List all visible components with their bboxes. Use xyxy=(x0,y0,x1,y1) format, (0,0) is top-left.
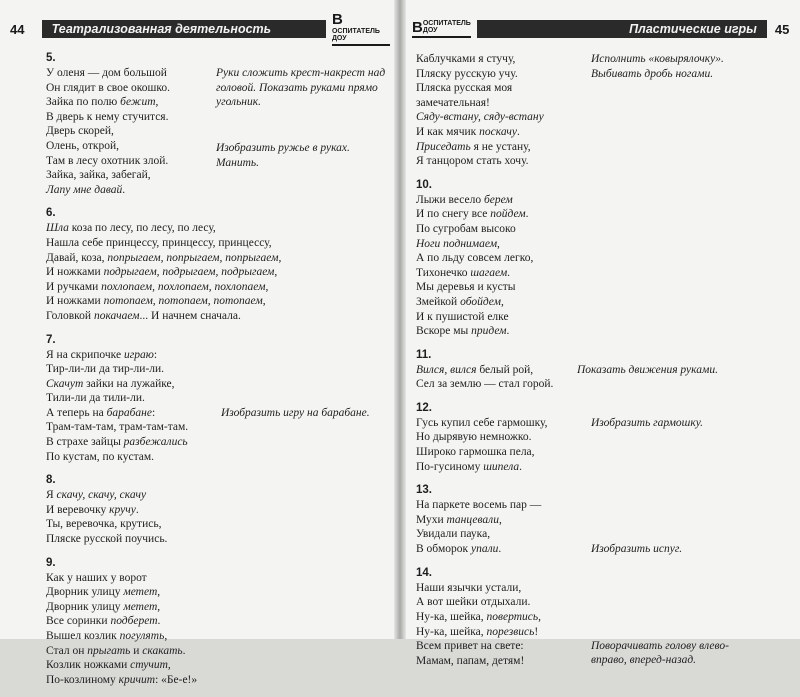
verse-line xyxy=(46,488,391,503)
verse-text: Все соринки xyxy=(46,615,111,628)
verse-line xyxy=(46,420,221,435)
verse-text: . xyxy=(517,125,520,138)
verse-line xyxy=(416,625,581,640)
verse-action-word: порезвись xyxy=(486,625,535,638)
verse-text: Наши язычки устали, xyxy=(416,581,522,594)
stage-direction: Исполнить «ковырялочку». Выбивать дробь ногами. xyxy=(591,53,724,80)
verse-action-word: шипела xyxy=(483,460,520,473)
exercise-number: 5. xyxy=(46,52,56,64)
left-page-header xyxy=(10,11,390,42)
verse-line xyxy=(46,280,391,295)
verse-text: У оленя — дом большой xyxy=(46,67,167,79)
verse-line xyxy=(46,168,216,183)
verse-text: Мы деревья и кусты xyxy=(416,281,516,294)
verse-line xyxy=(46,585,391,600)
verse-line xyxy=(416,581,581,596)
verse-text: Дворник улицу xyxy=(46,586,124,599)
verse-text: Дверь скорей, xyxy=(46,125,114,138)
verse-line xyxy=(46,435,221,450)
verse-action-word: повертись xyxy=(486,611,539,624)
verse-text: , xyxy=(500,295,504,308)
verse-text: , xyxy=(265,280,269,293)
verse-text: Сел за землю — стал горой. xyxy=(416,378,554,391)
verse-text: Мухи xyxy=(416,513,447,526)
exercise-number: 11. xyxy=(416,348,432,361)
verse-text: И к пушистой елке xyxy=(416,310,509,323)
verse-line xyxy=(416,125,581,140)
verse-action-word: обойдем xyxy=(460,295,501,308)
verse-text: , xyxy=(164,630,168,642)
verse-action-word: играю xyxy=(123,348,154,361)
verse-line xyxy=(46,673,391,688)
verse-text: Я танцором стать хочу. xyxy=(416,155,529,168)
verse-text: , xyxy=(157,586,161,599)
verse xyxy=(416,498,581,557)
verse-text: : xyxy=(153,348,158,361)
verse-line xyxy=(46,629,391,644)
verse-action-word: Ноги поднимаем xyxy=(416,237,498,250)
verse-text: . xyxy=(507,266,511,279)
verse-action-word: шагаем xyxy=(470,266,508,279)
verse-text: Дворник улицу xyxy=(46,600,124,613)
verse-text: Он глядит в свое окошко. xyxy=(46,81,171,94)
verse-text: . xyxy=(506,325,510,338)
verse-action-word: скакать xyxy=(142,644,183,657)
verse-text: По кустам, по кустам. xyxy=(46,450,154,463)
verse-line xyxy=(46,309,391,324)
verse-text: Зайка, зайка, забегай, xyxy=(46,169,151,182)
verse-action-word: похлопаем, похлопаем, похлопаем xyxy=(101,280,266,293)
verse-text: И ручками xyxy=(46,280,102,293)
verse-text: . xyxy=(135,503,139,516)
verse-action-word: Скачут xyxy=(46,377,84,390)
verse-action-word: скачу, скачу, скачу xyxy=(56,489,147,502)
verse-line xyxy=(46,154,216,169)
verse-text: Пляска русская моя xyxy=(416,82,513,95)
verse-line xyxy=(416,237,788,252)
stage-direction: Показать движения руками. xyxy=(577,363,718,376)
verse-text: Ну-ка, шейка, xyxy=(416,611,487,624)
verse xyxy=(46,348,221,465)
verse-line xyxy=(416,498,581,513)
verse-line xyxy=(46,139,216,154)
verse-line xyxy=(416,513,581,528)
verse xyxy=(46,221,391,323)
verse-text: А по льду совсем легко, xyxy=(416,252,534,265)
exercise-number: 6. xyxy=(46,207,56,220)
verse-line xyxy=(416,193,788,208)
verse-action-word: пойдем xyxy=(490,208,526,221)
verse-action-word: прыгать xyxy=(87,644,131,657)
verse-text: По-гусиному xyxy=(416,460,484,473)
verse-text: . xyxy=(498,543,502,556)
verse-line xyxy=(416,654,581,669)
verse-action-word: бежит xyxy=(120,96,156,109)
exercise-number: 9. xyxy=(46,556,56,569)
verse-line xyxy=(46,517,391,532)
verse-line xyxy=(416,140,581,155)
verse-action-word: метет xyxy=(123,586,158,599)
verse-line xyxy=(46,644,391,659)
verse-line xyxy=(416,222,788,237)
verse-text: белый рой, xyxy=(476,363,534,376)
verse xyxy=(46,571,391,688)
verse-text: , xyxy=(167,659,171,672)
verse-line xyxy=(416,324,788,339)
verse-line xyxy=(46,532,391,547)
verse-line xyxy=(46,614,391,629)
verse-action-word: подрыгаем, подрыгаем, подрыгаем xyxy=(103,266,275,279)
stage-direction: Поворачивать голову влево-вправо, вперед-назад. xyxy=(591,639,729,667)
verse-line xyxy=(46,503,391,518)
verse-text: , xyxy=(538,611,542,624)
verse-line xyxy=(46,362,221,377)
header-title: Пластические игры xyxy=(477,20,767,38)
exercise-number: 12. xyxy=(416,401,432,414)
verse-line xyxy=(46,406,221,421)
verse-line xyxy=(416,295,788,310)
verse-text: Как у наших у ворот xyxy=(46,571,147,584)
exercise-9 xyxy=(46,557,391,688)
verse-text: Козлик ножками xyxy=(46,659,131,672)
verse-line xyxy=(46,81,216,96)
left-page xyxy=(0,0,398,686)
verse-line xyxy=(416,81,581,96)
verse-text: Тили-ли да тили-ли. xyxy=(46,392,145,405)
verse-text: Пляске русской поучись. xyxy=(46,533,168,546)
exercise-9-continued xyxy=(416,52,788,169)
verse-line xyxy=(46,221,391,236)
verse-line xyxy=(46,377,221,392)
verse-text: ... И начнем сначала. xyxy=(139,309,241,322)
verse-line xyxy=(46,658,391,673)
verse-text: И как мячик xyxy=(416,125,480,138)
exercise-13 xyxy=(416,484,788,557)
verse-line xyxy=(416,110,581,125)
exercise-number: 8. xyxy=(46,474,56,487)
verse-text: И по снегу все xyxy=(416,208,491,221)
exercise-number: 10. xyxy=(416,178,432,191)
exercise-12 xyxy=(416,402,788,474)
verse-text: и xyxy=(130,644,143,657)
verse-line xyxy=(416,251,788,266)
verse-text: В дверь к нему стучится. xyxy=(46,110,169,123)
verse-text: Там в лесу охотник злой. xyxy=(46,154,169,167)
verse-text: Зайка по полю xyxy=(46,96,121,109)
verse-action-word: Вился, вился xyxy=(416,363,477,376)
verse-text: А теперь на xyxy=(46,406,107,419)
verse-action-word: подберет xyxy=(110,615,158,628)
exercise-6 xyxy=(46,207,391,323)
magazine-logo: ВОСПИТАТЕЛЬ ДОУ xyxy=(332,12,390,46)
verse-line xyxy=(416,430,581,445)
stage-direction: Изобразить гармошку. xyxy=(591,416,703,429)
verse-line xyxy=(416,527,581,542)
verse-text: . xyxy=(122,183,126,196)
verse-text: По-козлиному xyxy=(46,673,119,686)
left-page-body xyxy=(46,52,391,697)
verse-text: Давай, коза, xyxy=(46,251,108,264)
verse-line xyxy=(46,183,216,198)
right-page-header xyxy=(412,18,794,40)
verse-action-word: метет xyxy=(123,600,158,613)
verse-text: Но дырявую немножко. xyxy=(416,431,532,444)
verse-text: . xyxy=(182,644,186,657)
verse xyxy=(416,52,581,169)
verse-action-word: поскачу xyxy=(479,125,518,138)
verse-text: . xyxy=(525,208,529,221)
exercise-number: 7. xyxy=(46,333,56,346)
verse-line xyxy=(416,154,581,169)
verse-action-word: покачаем xyxy=(93,309,140,322)
verse-action-word: придем xyxy=(471,325,507,338)
verse-text: Стал он xyxy=(46,644,88,657)
verse-text: Ты, веревочка, крутись, xyxy=(46,518,162,531)
verse xyxy=(416,416,581,474)
verse-text: . xyxy=(157,615,161,628)
verse-text: Каблучками я стучу, xyxy=(416,53,516,65)
verse-text: Я xyxy=(46,489,57,502)
verse-text: Вышел козлик xyxy=(46,630,120,642)
verse-action-word: погулять xyxy=(119,630,165,642)
verse-action-word: барабане xyxy=(106,406,152,419)
page-number: 44 xyxy=(10,21,25,37)
verse-text: Олень, открой, xyxy=(46,139,120,152)
verse-line xyxy=(46,348,221,363)
verse-line xyxy=(416,610,581,625)
verse-text: Широко гармошка пела, xyxy=(416,446,535,459)
verse-action-word: попрыгаем, попрыгаем, попрыгаем xyxy=(107,251,279,264)
verse-line xyxy=(46,124,216,139)
stage-direction: Изобразить ружье в руках. Манить. xyxy=(216,142,350,169)
verse-text: Я на скрипочке xyxy=(46,348,124,361)
header-title: Театрализованная деятельность xyxy=(42,20,326,38)
verse-action-word: Приседать xyxy=(416,140,471,153)
verse-text: Змейкой xyxy=(416,295,461,308)
verse-text: И веревочку xyxy=(46,503,110,516)
verse-text: И ножками xyxy=(46,266,104,279)
verse-text: замечательная! xyxy=(416,96,490,109)
verse xyxy=(416,581,581,669)
verse-text: , xyxy=(497,237,500,250)
verse-text: По сугробам высоко xyxy=(416,222,516,235)
verse-line xyxy=(416,595,581,610)
right-page xyxy=(402,0,800,667)
verse-text: : xyxy=(151,406,156,419)
verse-line xyxy=(416,280,788,295)
verse-text: Трам-там-там, трам-там-там. xyxy=(46,421,189,434)
right-page-body xyxy=(416,52,788,678)
verse-line xyxy=(46,110,216,125)
verse-line xyxy=(416,639,581,654)
stage-direction: Руки сложить крест-накрест над головой. Показать руками прямо угольник. xyxy=(216,67,386,109)
verse-line xyxy=(46,600,391,615)
verse xyxy=(416,193,788,339)
verse-line xyxy=(416,363,581,378)
verse-action-word: упали xyxy=(471,543,499,556)
exercise-number: 14. xyxy=(416,566,432,579)
verse xyxy=(416,363,581,392)
verse-line xyxy=(46,251,391,266)
stage-direction: Изобразить игру на барабане. xyxy=(221,406,370,419)
verse-line xyxy=(46,95,216,110)
verse-line xyxy=(46,391,221,406)
verse-text: Головкой xyxy=(46,309,94,322)
verse-text: На паркете восемь пар — xyxy=(416,499,542,512)
verse-text: , xyxy=(278,251,282,264)
verse-line xyxy=(46,66,216,81)
verse-line xyxy=(416,445,581,460)
verse-line xyxy=(416,96,581,111)
verse-text: : «Бе-е!» xyxy=(155,673,198,686)
stage-direction: Изобразить испуг. xyxy=(591,543,683,556)
verse-text: Тихонечко xyxy=(416,266,471,279)
verse-text: Лыжи весело xyxy=(416,193,484,206)
verse-text: Всем привет на свете: xyxy=(416,640,524,653)
verse-action-word: Лапу мне давай xyxy=(46,183,123,196)
verse xyxy=(46,488,391,546)
verse-text: коза по лесу, по лесу, по лесу, xyxy=(68,222,216,235)
verse-line xyxy=(416,67,581,82)
verse-action-word: кручу xyxy=(109,503,136,516)
verse-text: ! xyxy=(534,625,539,638)
book-gutter xyxy=(394,0,406,639)
verse-line xyxy=(46,265,391,280)
verse-action-word: Сяду-встану, сяду-встану xyxy=(416,111,544,124)
verse-text: . xyxy=(519,460,522,473)
verse-text: , xyxy=(262,295,266,308)
verse-action-word: Шла xyxy=(46,222,69,235)
verse-line xyxy=(416,377,581,392)
verse-text: Гусь купил себе гармошку, xyxy=(416,416,548,429)
exercise-14 xyxy=(416,567,788,669)
verse-text: Увидали паука, xyxy=(416,528,491,541)
verse-text: Ну-ка, шейка, xyxy=(416,625,487,638)
verse-line xyxy=(416,207,788,222)
exercise-8 xyxy=(46,474,391,546)
verse-line xyxy=(416,542,581,557)
verse-text: В страхе зайцы xyxy=(46,436,124,449)
verse-action-word: кричит xyxy=(118,673,156,686)
verse-action-word: берем xyxy=(483,193,513,206)
exercise-10 xyxy=(416,179,788,339)
verse-line xyxy=(416,310,788,325)
verse-action-word: стучит xyxy=(130,659,168,672)
verse-line xyxy=(416,266,788,281)
exercise-11 xyxy=(416,349,788,392)
verse-line xyxy=(46,236,391,251)
verse-line xyxy=(416,460,581,475)
verse xyxy=(46,66,216,197)
verse-text: я не устану, xyxy=(470,140,531,153)
verse-action-word: потопаем, потопаем, потопаем xyxy=(103,295,263,308)
verse-text: В обморок xyxy=(416,543,472,556)
verse-text: , xyxy=(274,266,278,279)
verse-text: , xyxy=(498,513,502,526)
verse-text: Вскоре мы xyxy=(416,325,472,338)
verse-line xyxy=(416,52,581,67)
exercise-number: 13. xyxy=(416,484,432,497)
verse-text: А вот шейки отдыхали. xyxy=(416,596,531,609)
verse-text: , xyxy=(155,96,159,109)
verse-line xyxy=(46,450,221,465)
exercise-7 xyxy=(46,334,391,465)
magazine-logo: ВОСПИТАТЕЛЬ ДОУ xyxy=(412,19,471,36)
verse-text: зайки на лужайке, xyxy=(83,377,175,390)
verse-line xyxy=(46,294,391,309)
verse-text: Тир-ли-ли да тир-ли-ли. xyxy=(46,363,165,376)
verse-text: Нашла себе принцессу, принцессу, принцессу, xyxy=(46,236,272,249)
page-number: 45 xyxy=(774,21,790,37)
verse-text: И ножками xyxy=(46,295,104,308)
verse-text: Пляску русскую учу. xyxy=(416,67,518,80)
verse-line xyxy=(46,571,391,586)
verse-text: , xyxy=(157,600,161,613)
verse-action-word: разбежались xyxy=(123,436,188,449)
verse-text: Мамам, папам, детям! xyxy=(416,654,525,667)
exercise-5 xyxy=(46,52,391,197)
verse-line xyxy=(416,416,581,431)
verse-action-word: танцевали xyxy=(446,513,499,526)
